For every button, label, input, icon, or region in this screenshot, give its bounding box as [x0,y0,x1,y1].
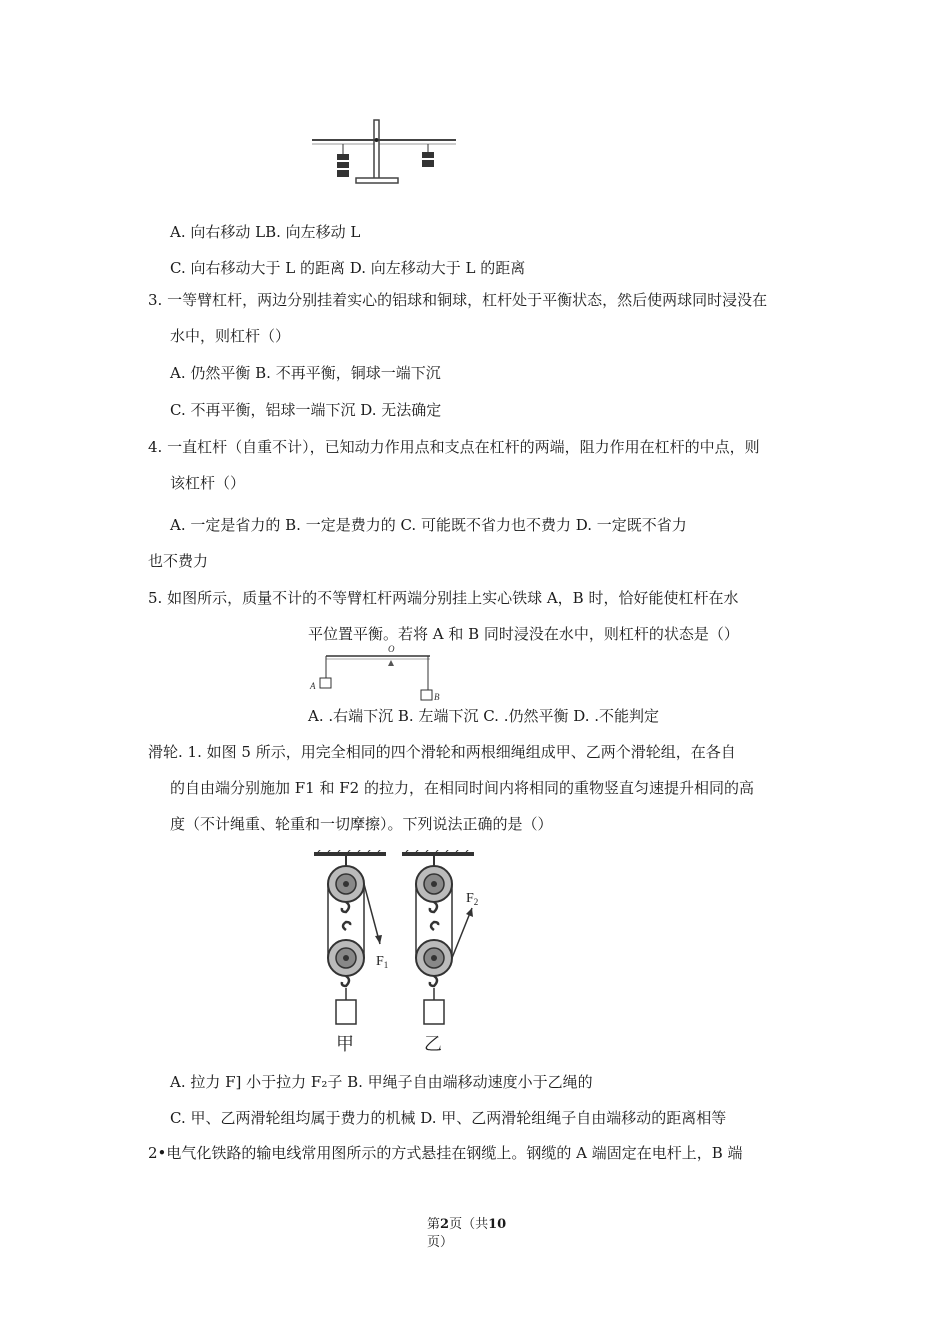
footer-suffix: 页） [427,1235,454,1250]
force-label-f2-sub: 2 [473,897,479,907]
q3-stem-cont: 水中，则杠杆（） [170,327,291,345]
pulley-q1-stem-cont2: 度（不计绳重、轮重和一切摩擦）。下列说法正确的是（） [170,815,553,833]
q5-stem-cont: 平位置平衡。若将 A 和 B 同时浸没在水中，则杠杆的状态是（） [308,625,739,643]
pulley-q1-stem: 滑轮. 1. 如图 5 所示，用完全相同的四个滑轮和两根细绳组成甲、乙两个滑轮组，在各自 [148,743,736,761]
svg-text:F2 [466,891,478,907]
footer-page-number: 2 [440,1217,450,1232]
q4-options: A. 一定是省力的 B. 一定是费力的 C. 可能既不省力也不费力 D. 一定既不省力 [170,516,687,534]
force-label-f1: F [376,954,384,969]
q5-options: A. .右端下沉 B. 左端下沉 C. .仍然平衡 D. .不能判定 [308,707,660,725]
q2-option-cd: C. 向右移动大于 L 的距离 D. 向左移动大于 L 的距离 [170,259,526,277]
force-label-f2: F [466,891,474,906]
lever-balance-figure [310,118,460,186]
pulley-q2-stem: 2•电气化铁路的输电线常用图所示的方式悬挂在钢缆上。钢缆的 A 端固定在电杆上，B 端 [148,1144,743,1162]
force-label-f1-sub: 1 [383,960,389,970]
q4-stem-cont: 该杠杆（） [170,474,246,492]
unequal-lever-figure [308,642,448,704]
pulley-q1-stem-cont: 的自由端分别施加 F1 和 F2 的拉力，在相同时间内将相同的重物竖直匀速提升相同的高 [170,779,754,797]
svg-text:F1 [376,954,388,970]
q2-option-ab: A. 向右移动 LB. 向左移动 L [170,223,361,241]
q3-stem: 3. 一等臂杠杆，两边分别挂着实心的铝球和铜球，杠杆处于平衡状态，然后使两球同时浸没在 [148,291,768,309]
pulley-q1-option-cd: C. 甲、乙两滑轮组均属于费力的机械 D. 甲、乙两滑轮组绳子自由端移动的距离相等 [170,1109,727,1127]
q3-option-ab: A. 仍然平衡 B. 不再平衡，铜球一端下沉 [170,364,441,382]
footer-total-pages: 10 [488,1217,507,1232]
page-footer [427,1216,527,1252]
q5-stem: 5. 如图所示，质量不计的不等臂杠杆两端分别挂上实心铁球 A，B 时，恰好能使杠杆在水 [148,589,739,607]
q4-options-cont: 也不费力 [148,552,209,570]
weight-label-a: A [310,681,316,691]
footer-prefix: 第 [427,1217,441,1232]
system-label-jia: 甲 [336,1034,354,1055]
pulley-systems-figure [312,850,482,1055]
fulcrum-label-o: O [388,644,395,654]
weight-label-b: B [434,692,440,702]
footer-middle: 页（共 [449,1217,489,1232]
system-label-yi: 乙 [424,1034,442,1055]
pulley-q1-option-ab: A. 拉力 F] 小于拉力 F₂子 B. 甲绳子自由端移动速度小于乙绳的 [170,1073,593,1091]
q3-option-cd: C. 不再平衡，铝球一端下沉 D. 无法确定 [170,401,442,419]
q4-stem: 4. 一直杠杆（自重不计），已知动力作用点和支点在杠杆的两端，阻力作用在杠杆的中点，则 [148,438,760,456]
